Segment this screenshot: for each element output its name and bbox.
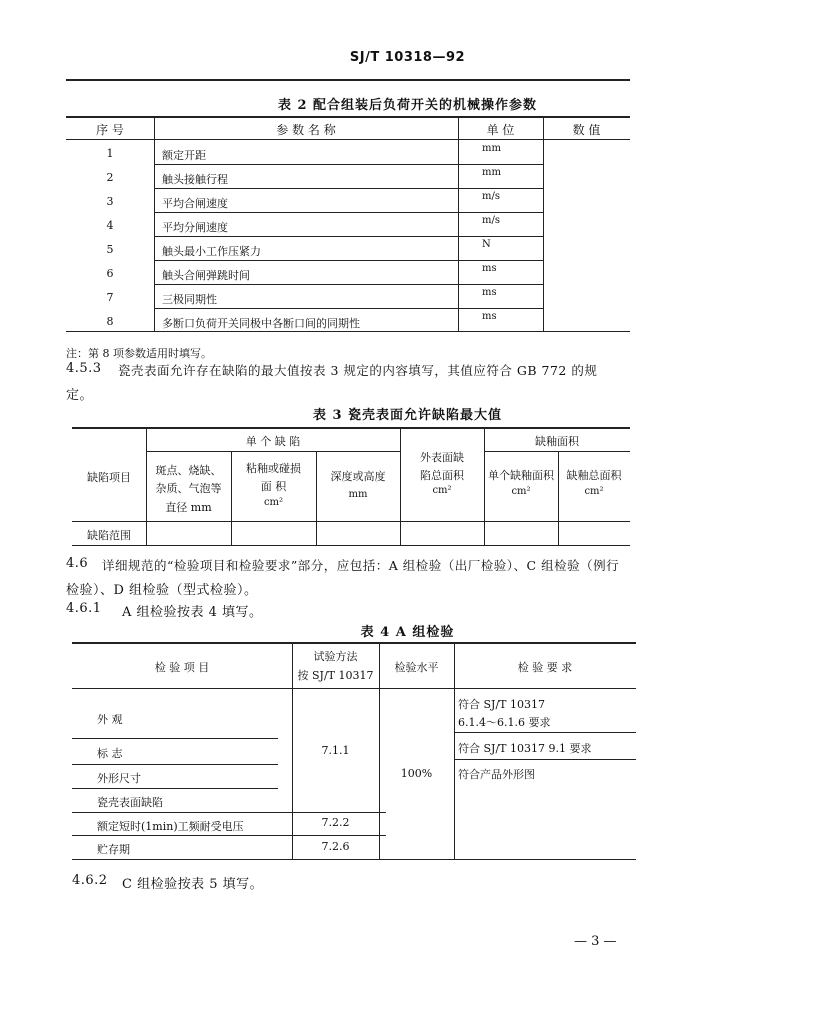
paragraph-4-6-2: C 组检验按表 5 填写。 [122, 877, 264, 892]
table3-lack-total: 缺釉总面积 [566, 469, 622, 482]
table4-req: 6.1.4～6.1.6 要求 [458, 716, 551, 729]
table4-req: 符合 SJ/T 10317 [458, 698, 545, 711]
table2-row-no: 2 [106, 171, 114, 184]
table3-outer-line1: 外表面缺 [420, 451, 464, 464]
table4-item: 外形尺寸 [97, 772, 141, 785]
table2-row-unit: m/s [482, 191, 500, 202]
table3-lack-single-unit: cm² [511, 486, 531, 497]
table2-row-unit: mm [482, 143, 501, 154]
document-code: SJ/T 10318—92 [349, 50, 466, 65]
table2-row-name: 触头接触行程 [162, 173, 228, 186]
table2-row-unit: ms [482, 287, 497, 298]
paragraph-4-6-line2: 检验）、D 组检验（型式检验）。 [66, 583, 258, 598]
table2-row-no: 1 [106, 147, 114, 160]
section-number-4-6-2: 4.6.2 [72, 873, 108, 888]
table3-spot-line3: 直径 mm [165, 501, 212, 514]
table2-caption: 表 2 配合组装后负荷开关的机械操作参数 [277, 98, 538, 113]
table2-row-unit: mm [482, 167, 501, 178]
table4-item: 外 观 [97, 713, 123, 726]
table3-lack-total-unit: cm² [584, 486, 604, 497]
table4-item: 贮存期 [97, 843, 130, 856]
header-rule [66, 79, 630, 81]
table2-row-unit: ms [482, 263, 497, 274]
section-number-4-6: 4.6 [66, 556, 89, 571]
table3-depth: 深度或高度 [330, 470, 386, 483]
table2-row-name: 触头最小工作压紧力 [162, 245, 261, 258]
table3-spot-line2: 杂质、气泡等 [155, 482, 222, 495]
table2-row-no: 4 [106, 219, 114, 232]
table2-row-no: 3 [106, 195, 114, 208]
table4-item: 瓷壳表面缺陷 [97, 796, 163, 809]
table3-single-defect: 单 个 缺 陷 [245, 435, 301, 448]
table2-row-no: 5 [106, 243, 114, 256]
table4-item: 标 志 [97, 747, 123, 760]
table4-header-method-line1: 试验方法 [313, 650, 358, 663]
table2-header-name: 参 数 名 称 [276, 123, 336, 137]
table3-range-label: 缺陷范围 [87, 529, 131, 542]
table3-row-header: 缺陷项目 [87, 471, 131, 484]
table4-method: 7.2.6 [321, 840, 350, 853]
table3-depth-unit: mm [348, 489, 368, 500]
table3-glaze-unit: cm² [263, 497, 284, 508]
section-number-4-5-3: 4.5.3 [66, 361, 102, 376]
paragraph-4-6-1: A 组检验按表 4 填写。 [122, 605, 263, 620]
table4-header-level: 检验水平 [394, 661, 439, 674]
section-number-4-6-1: 4.6.1 [66, 601, 102, 616]
table3-caption: 表 3 瓷壳表面允许缺陷最大值 [312, 408, 503, 423]
page-number: — 3 — [574, 934, 617, 949]
table2-row-no: 8 [106, 315, 114, 328]
table2-note: 注：第 8 项参数适用时填写。 [66, 347, 212, 360]
table3-outer-line2: 陷总面积 [420, 469, 464, 482]
table4-header-req: 检 验 要 求 [517, 661, 573, 674]
paragraph-4-6-line1: 详细规范的“检验项目和检验要求”部分，应包括：A 组检验（出厂检验）、C 组检验（例行 [102, 558, 620, 573]
table4-method: 7.1.1 [321, 744, 350, 757]
table2-row-no: 7 [106, 291, 114, 304]
table2-row-name: 额定开距 [162, 149, 206, 162]
table4-level: 100% [400, 767, 433, 780]
table3-glaze-line1: 粘釉或碰损 [246, 462, 301, 475]
table4-req: 符合产品外形图 [458, 768, 535, 781]
table2-row-name: 三极同期性 [162, 293, 217, 306]
table3-glaze-line2: 面 积 [260, 480, 287, 493]
table3-spot-line1: 斑点、烧缺、 [155, 464, 222, 477]
table3-outer-unit: cm² [432, 485, 452, 496]
table4-caption: 表 4 A 组检验 [360, 625, 455, 640]
paragraph-4-5-3-line2: 定。 [66, 388, 94, 403]
table2-row-unit: N [482, 239, 491, 250]
table4-item: 额定短时(1min)工频耐受电压 [97, 820, 244, 833]
table2-row-unit: m/s [482, 215, 500, 226]
table3-lack-glaze: 缺釉面积 [535, 435, 579, 448]
table4-req: 符合 SJ/T 10317 9.1 要求 [458, 742, 592, 755]
table2-header-unit: 单 位 [486, 123, 515, 137]
table2-row-name: 平均分闸速度 [162, 221, 228, 234]
table2-row-name: 触头合闸弹跳时间 [162, 269, 250, 282]
table2-row-no: 6 [106, 267, 114, 280]
paragraph-4-5-3-line1: 瓷壳表面允许存在缺陷的最大值按表 3 规定的内容填写，其值应符合 GB 772 的规 [118, 363, 598, 378]
table2-row-name: 平均合闸速度 [162, 197, 228, 210]
table4-header-item: 检 验 项 目 [154, 661, 210, 674]
table2-header-value: 数 值 [572, 123, 601, 137]
table2-header-no: 序 号 [96, 123, 124, 137]
table2-row-name: 多断口负荷开关同极中各断口间的同期性 [162, 317, 360, 330]
table2-row-unit: ms [482, 311, 497, 322]
table4-header-method-line2: 按 SJ/T 10317 [297, 669, 374, 682]
table3-lack-single: 单个缺釉面积 [488, 469, 554, 482]
table4-method: 7.2.2 [321, 816, 350, 829]
